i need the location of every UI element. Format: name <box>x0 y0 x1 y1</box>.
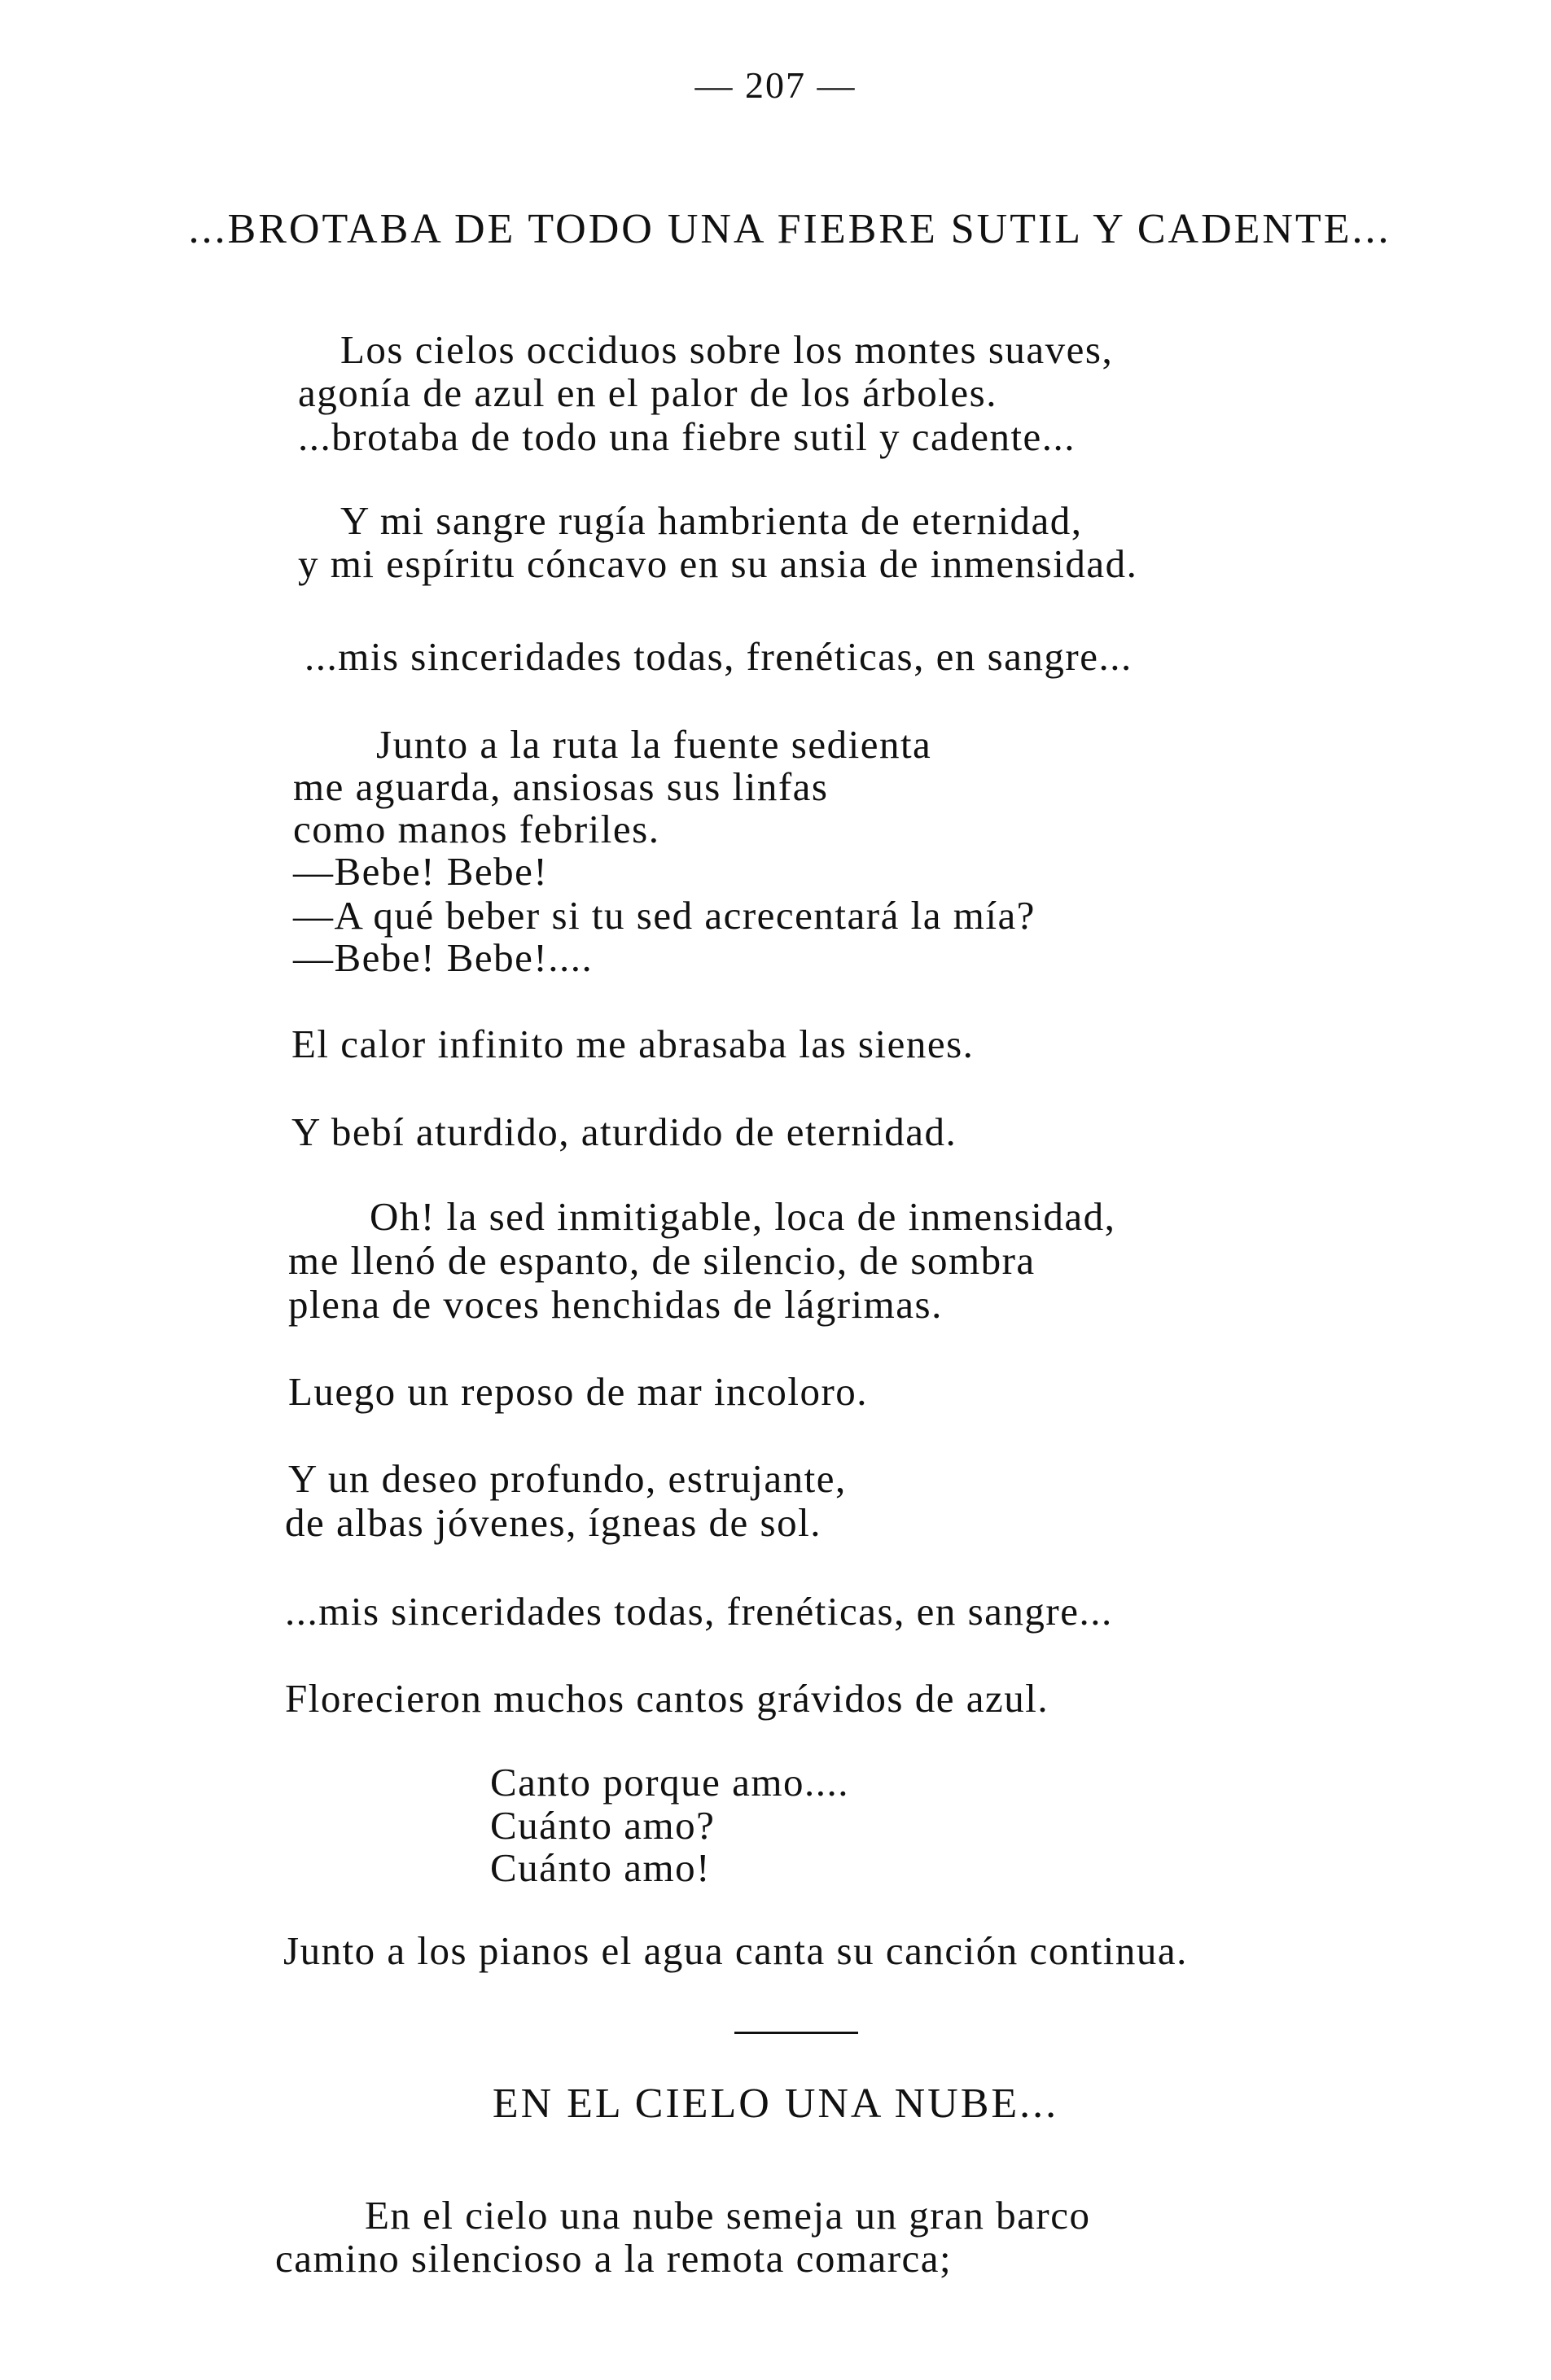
poem-line: —Bebe! Bebe! <box>293 849 549 894</box>
poem-line: como manos febriles. <box>293 807 660 851</box>
poem-line: Y bebí aturdido, aturdido de eternidad. <box>291 1109 957 1154</box>
poem-line: me llenó de espanto, de silencio, de sombra <box>288 1238 1036 1283</box>
poem-line: Junto a los pianos el agua canta su canción continua. <box>283 1928 1188 1973</box>
page-number: — 207 — <box>694 64 857 106</box>
poem-line: Luego un reposo de mar incoloro. <box>288 1369 869 1414</box>
poem-title: EN EL CIELO UNA NUBE... <box>492 2080 1059 2127</box>
poem-title: ...BROTABA DE TODO UNA FIEBRE SUTIL Y CADENTE... <box>188 206 1391 252</box>
poem-line: Y mi sangre rugía hambrienta de eternidad, <box>340 498 1083 543</box>
poem-line: —Bebe! Bebe!.... <box>293 935 594 980</box>
poem-line: Junto a la ruta la fuente sedienta <box>376 722 932 767</box>
poem-line: Oh! la sed inmitigable, loca de inmensidad, <box>370 1194 1116 1239</box>
poem-line: Y un deseo profundo, estrujante, <box>288 1456 847 1501</box>
poem-line: Los cielos occiduos sobre los montes suaves, <box>340 327 1114 372</box>
poem-line: agonía de azul en el palor de los árboles. <box>298 370 997 415</box>
poem-line: Cuánto amo! <box>490 1845 711 1890</box>
poem-line: Cuánto amo? <box>490 1803 716 1848</box>
poem-line: Canto porque amo.... <box>490 1760 849 1805</box>
poem-line: ...mis sinceridades todas, frenéticas, en sangre... <box>305 634 1133 679</box>
poem-line: me aguarda, ansiosas sus linfas <box>293 764 829 809</box>
poem-line: El calor infinito me abrasaba las sienes. <box>291 1022 975 1066</box>
poem-line: ...brotaba de todo una fiebre sutil y cadente... <box>298 414 1076 459</box>
poem-line: camino silencioso a la remota comarca; <box>275 2236 953 2281</box>
poem-line: de albas jóvenes, ígneas de sol. <box>285 1500 822 1545</box>
section-divider <box>734 2032 858 2034</box>
poem-line: —A qué beber si tu sed acrecentará la mía? <box>293 893 1036 938</box>
poem-line: Florecieron muchos cantos grávidos de azul. <box>285 1676 1049 1721</box>
poem-line: ...mis sinceridades todas, frenéticas, en sangre... <box>285 1589 1113 1634</box>
poem-line: En el cielo una nube semeja un gran barco <box>365 2193 1091 2238</box>
poem-line: plena de voces henchidas de lágrimas. <box>288 1282 943 1327</box>
poem-line: y mi espíritu cóncavo en su ansia de inmensidad. <box>298 541 1138 586</box>
